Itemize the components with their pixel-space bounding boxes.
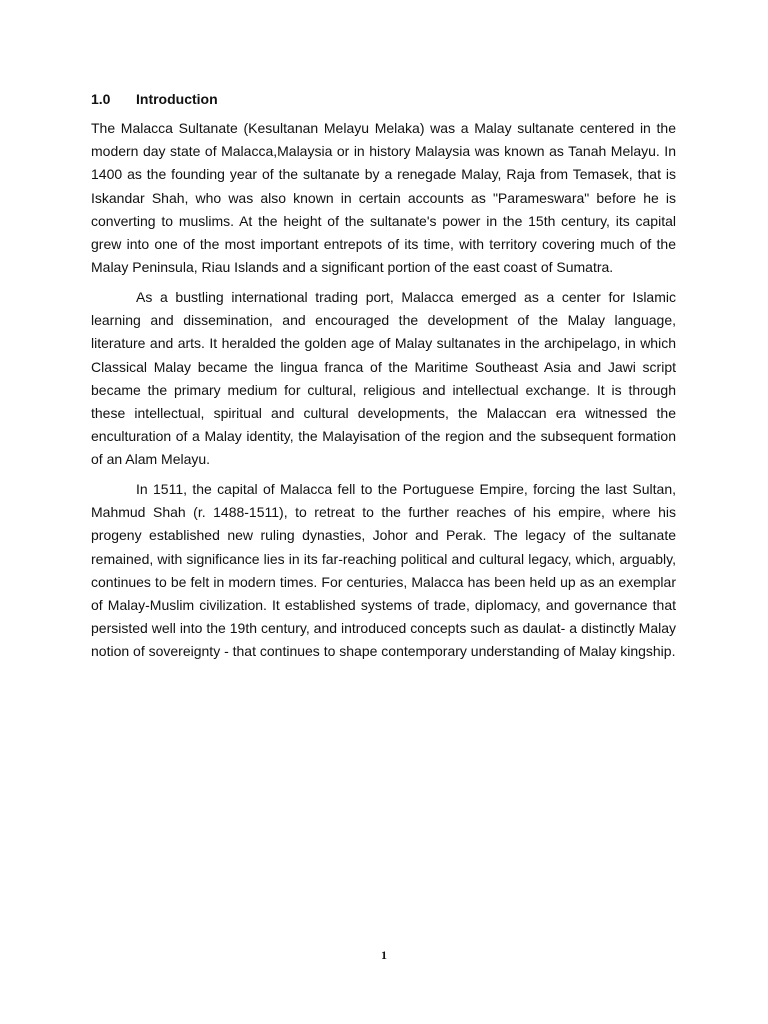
paragraph-2: As a bustling international trading port, Malacca emerged as a center for Islamic learning and dissemination, and encouraged the development of the Malay language, literature and arts. It heralded the golden age of Malay sultanates in the archipelago, in which Classical Malay became the lingua franca of the Maritime Southeast Asia and Jawi script became the primary medium for cultural, religious and intellectual exchange. It is through these intellectual, spiritual and cultural developments, the Malaccan era witnessed the enculturation of a Malay identity, the Malayisation of the region and the subsequent formation of an Alam Melayu. [91,289,676,468]
section-number: 1.0 [91,91,111,107]
paragraph-1: The Malacca Sultanate (Kesultanan Melayu Melaka) was a Malay sultanate centered in the modern day state of Malacca,Malaysia or in history Malaysia was known as Tanah Melayu. In 1400 as the founding year of the sultanate by a renegade Malay, Raja from Temasek, that is Iskandar Shah, who was also known in certain accounts as "Parameswara" before he is converting to muslims. At the height of the sultanate's power in the 15th century, its capital grew into one of the most important entrepots of its time, with territory covering much of the Malay Peninsula, Riau Islands and a significant portion of the east coast of Sumatra. [91,120,676,276]
page-number: 1 [381,948,387,962]
paragraph-3: In 1511, the capital of Malacca fell to the Portuguese Empire, forcing the last Sultan, Mahmud Shah (r. 1488-1511), to retreat to the further reaches of his empire, where his progeny established new ruling dynasties, Johor and Perak. The legacy of the sultanate remained, with significance lies in its far-reaching political and cultural legacy, which, arguably, continues to be felt in modern times. For centuries, Malacca has been held up as an exemplar of Malay-Muslim civilization. It established systems of trade, diplomacy, and governance that persisted well into the 19th century, and introduced concepts such as daulat- a distinctly Malay notion of sovereignty - that continues to shape contemporary understanding of Malay kingship. [91,481,676,660]
section-title: Introduction [136,91,218,107]
section-heading [91,90,218,108]
